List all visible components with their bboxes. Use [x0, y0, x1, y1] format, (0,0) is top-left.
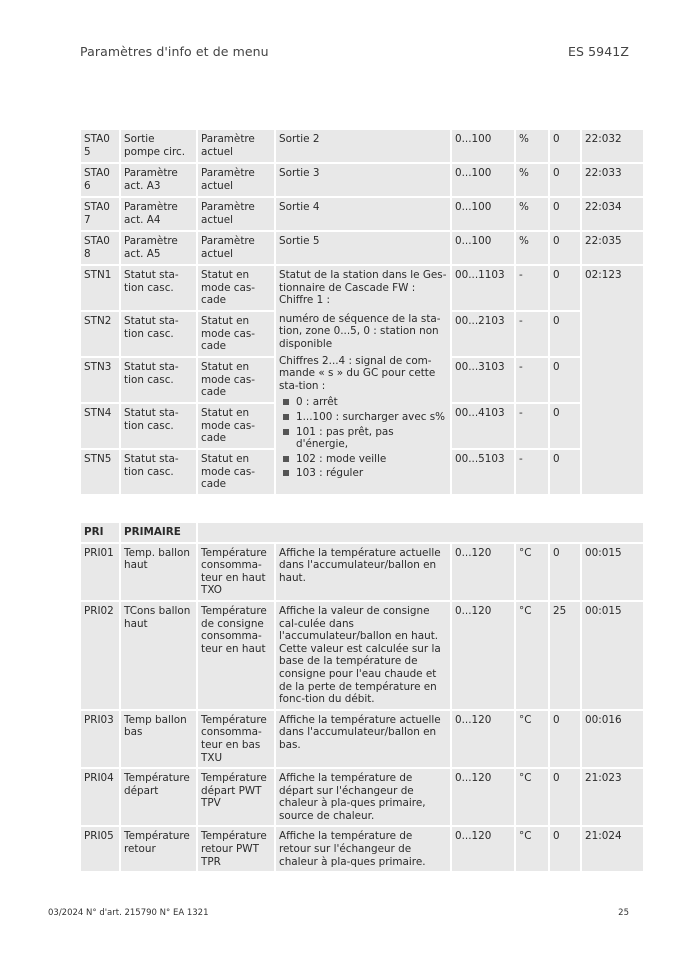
param-name: TCons ballon haut — [121, 602, 196, 709]
group-code: PRI — [81, 523, 119, 542]
param-desc: Affiche la température de départ sur l'échangeur de chaleur à pla-ques primaire, source de chaleur. — [276, 769, 450, 825]
param-type: Température départ PWT TPV — [198, 769, 274, 825]
param-name: Statut sta-tion casc. — [121, 404, 196, 448]
param-desc: Sortie 5 — [276, 232, 450, 264]
param-name: Paramètre act. A4 — [121, 198, 196, 230]
table-row — [81, 827, 643, 871]
param-default: 0 — [550, 164, 580, 196]
param-code: STN2 — [81, 312, 119, 356]
param-range: 0...100 — [452, 232, 514, 264]
list-item: 101 : pas prêt, pas d'énergie, — [279, 426, 447, 451]
param-code: PRI04 — [81, 769, 119, 825]
param-address: 22:033 — [582, 164, 643, 196]
param-address: 21:024 — [582, 827, 643, 871]
param-type: Paramètre actuel — [198, 164, 274, 196]
table-row — [81, 711, 643, 767]
param-range: 0...120 — [452, 711, 514, 767]
footer-article-info: 03/2024 N° d'art. 215790 N° EA 1321 — [48, 908, 209, 918]
param-range: 00...5103 — [452, 450, 514, 494]
desc-paragraph: Chiffres 2...4 : signal de com-mande « s » du GC pour cette sta-tion : — [279, 354, 436, 392]
param-code: STN4 — [81, 404, 119, 448]
desc-paragraph: Statut de la station dans le Ges-tionnaire de Cascade FW : Chiffre 1 : — [279, 269, 447, 307]
group-header-fill — [198, 523, 643, 542]
param-type: Température de consigne consomma-teur en haut — [198, 602, 274, 709]
param-range: 0...120 — [452, 827, 514, 871]
param-name: Température retour — [121, 827, 196, 871]
table-row — [81, 164, 643, 196]
param-code: STN1 — [81, 266, 119, 310]
param-desc: Sortie 3 — [276, 164, 450, 196]
param-unit: % — [516, 164, 548, 196]
group-name: PRIMAIRE — [121, 523, 196, 542]
page-number: 25 — [618, 908, 629, 918]
list-item: 1...100 : surcharger avec s% — [279, 411, 447, 424]
param-type: Paramètre actuel — [198, 232, 274, 264]
param-range: 0...120 — [452, 602, 514, 709]
param-unit: % — [516, 232, 548, 264]
param-name: Paramètre act. A5 — [121, 232, 196, 264]
param-address: 22:032 — [582, 130, 643, 162]
param-default: 0 — [550, 827, 580, 871]
table-row — [81, 769, 643, 825]
status-parameters-table — [79, 128, 645, 496]
param-default: 0 — [550, 130, 580, 162]
param-name: Paramètre act. A3 — [121, 164, 196, 196]
param-type: Température consomma-teur en bas TXU — [198, 711, 274, 767]
param-code: STA05 — [81, 130, 119, 162]
param-unit: - — [516, 404, 548, 448]
param-address: 00:015 — [582, 544, 643, 600]
table-row — [81, 544, 643, 600]
param-type: Paramètre actuel — [198, 198, 274, 230]
param-range: 0...100 — [452, 164, 514, 196]
param-unit: °C — [516, 711, 548, 767]
param-name: Température départ — [121, 769, 196, 825]
table-row — [81, 602, 643, 709]
param-desc: Affiche la température de retour sur l'échangeur de chaleur à pla-ques primaire. — [276, 827, 450, 871]
param-default: 0 — [550, 266, 580, 310]
cascade-status-description — [276, 266, 450, 494]
param-unit: °C — [516, 544, 548, 600]
param-code: STN3 — [81, 358, 119, 402]
page-header-title: Paramètres d'info et de menu — [80, 44, 269, 59]
param-desc: Affiche la température actuelle dans l'accumulateur/ballon en bas. — [276, 711, 450, 767]
param-range: 00...4103 — [452, 404, 514, 448]
param-default: 0 — [550, 312, 580, 356]
param-name: Temp ballon bas — [121, 711, 196, 767]
table-row — [81, 266, 643, 310]
table-row — [81, 232, 643, 264]
param-code: PRI05 — [81, 827, 119, 871]
param-name: Statut sta-tion casc. — [121, 266, 196, 310]
param-default: 0 — [550, 232, 580, 264]
param-type: Statut en mode cas-cade — [198, 450, 274, 494]
param-name: Statut sta-tion casc. — [121, 450, 196, 494]
param-unit: °C — [516, 827, 548, 871]
list-item: 102 : mode veille — [279, 453, 447, 466]
param-code: STA08 — [81, 232, 119, 264]
param-code: PRI03 — [81, 711, 119, 767]
param-range: 00...3103 — [452, 358, 514, 402]
param-range: 0...100 — [452, 198, 514, 230]
group-header-row — [81, 523, 643, 542]
param-desc: Affiche la température actuelle dans l'accumulateur/ballon en haut. — [276, 544, 450, 600]
param-default: 0 — [550, 358, 580, 402]
param-address: 00:015 — [582, 602, 643, 709]
param-unit: - — [516, 358, 548, 402]
param-default: 0 — [550, 198, 580, 230]
param-unit: - — [516, 450, 548, 494]
param-unit: °C — [516, 769, 548, 825]
param-range: 0...120 — [452, 769, 514, 825]
param-unit: % — [516, 198, 548, 230]
param-code: PRI01 — [81, 544, 119, 600]
param-desc: Sortie 4 — [276, 198, 450, 230]
param-desc: Affiche la valeur de consigne cal-culée dans l'accumulateur/ballon en haut. Cette valeur est calculée sur la base de la température de consigne pour l'eau chaude et de la perte de température en fonc-tion du débit. — [276, 602, 450, 709]
param-type: Statut en mode cas-cade — [198, 312, 274, 356]
table-row — [81, 198, 643, 230]
param-desc: Sortie 2 — [276, 130, 450, 162]
table-row — [81, 130, 643, 162]
param-default: 25 — [550, 602, 580, 709]
param-type: Statut en mode cas-cade — [198, 358, 274, 402]
param-address: 22:035 — [582, 232, 643, 264]
param-unit: - — [516, 266, 548, 310]
param-default: 0 — [550, 404, 580, 448]
command-signal-list — [279, 396, 447, 480]
param-address: 22:034 — [582, 198, 643, 230]
param-code: PRI02 — [81, 602, 119, 709]
param-name: Statut sta-tion casc. — [121, 358, 196, 402]
param-unit: - — [516, 312, 548, 356]
param-unit: % — [516, 130, 548, 162]
param-range: 0...100 — [452, 130, 514, 162]
param-type: Statut en mode cas-cade — [198, 266, 274, 310]
param-unit: °C — [516, 602, 548, 709]
param-name: Temp. ballon haut — [121, 544, 196, 600]
param-code: STN5 — [81, 450, 119, 494]
param-type: Température consomma-teur en haut TXO — [198, 544, 274, 600]
param-name: Statut sta-tion casc. — [121, 312, 196, 356]
document-model: ES 5941Z — [568, 44, 629, 59]
param-type: Température retour PWT TPR — [198, 827, 274, 871]
param-code: STA06 — [81, 164, 119, 196]
param-default: 0 — [550, 544, 580, 600]
param-address: 00:016 — [582, 711, 643, 767]
param-name: Sortie pompe circ. — [121, 130, 196, 162]
param-address: 02:123 — [582, 266, 643, 494]
primary-parameters-table — [79, 521, 645, 873]
list-item: 0 : arrêt — [279, 396, 447, 409]
param-default: 0 — [550, 769, 580, 825]
param-code: STA07 — [81, 198, 119, 230]
param-type: Paramètre actuel — [198, 130, 274, 162]
param-address: 21:023 — [582, 769, 643, 825]
param-default: 0 — [550, 450, 580, 494]
param-range: 0...120 — [452, 544, 514, 600]
param-type: Statut en mode cas-cade — [198, 404, 274, 448]
param-default: 0 — [550, 711, 580, 767]
param-range: 00...2103 — [452, 312, 514, 356]
list-item: 103 : réguler — [279, 467, 447, 480]
param-range: 00...1103 — [452, 266, 514, 310]
desc-paragraph: numéro de séquence de la sta-tion, zone 0...5, 0 : station non disponible — [279, 312, 441, 350]
